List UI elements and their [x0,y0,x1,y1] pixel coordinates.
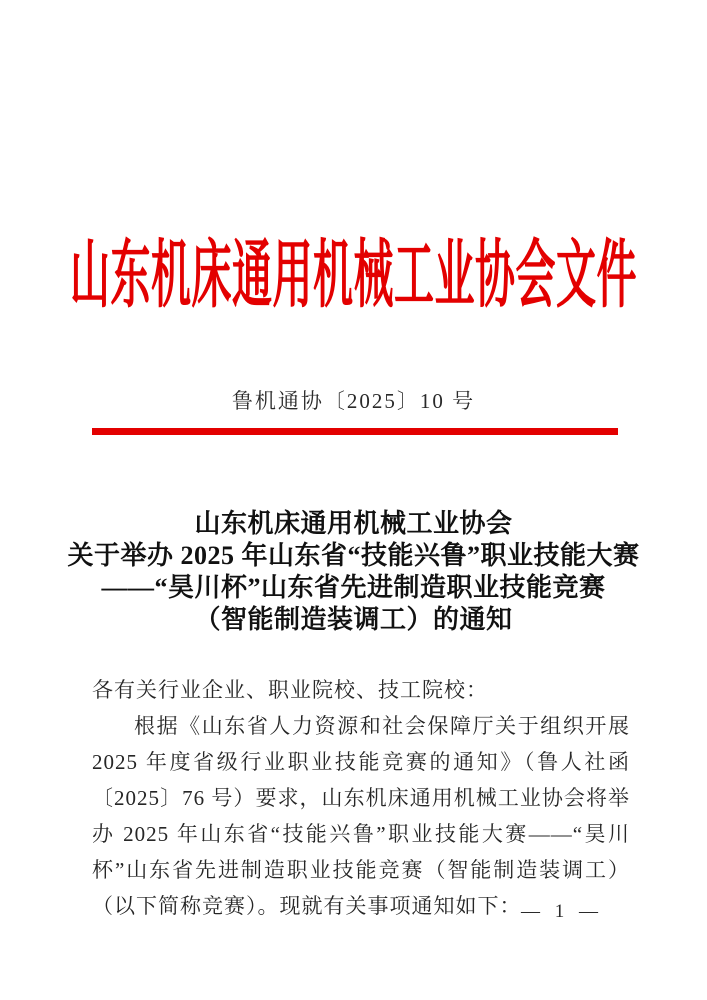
salutation-line: 各有关行业企业、职业院校、技工院校： [92,678,488,702]
document-number: 鲁机通协〔2025〕10 号 [231,389,476,413]
notice-title-line-1: 山东机床通用机械工业协会 [194,509,513,538]
notice-title-line-3: ——“昊川杯”山东省先进制造职业技能竞赛 [101,573,606,602]
notice-title-line-2: 关于举办 2025 年山东省“技能兴鲁”职业技能大赛 [67,541,640,570]
body-text-block [92,672,630,924]
letterhead-banner [0,233,707,317]
letterhead-title: 山东机床通用机械工业协会文件 [70,233,637,317]
red-divider-rule [92,428,618,435]
body-paragraph: 根据《山东省人力资源和社会保障厅关于组织开展 2025 年度省级行业职业技能竞赛的通知》（鲁人社函〔2025〕76 号）要求，山东机床通用机械工业协会将举办 2025 年山东省“技能兴鲁”职业技能大赛——“昊川杯”山东省先进制造职业技能竞赛（智能制造装调工）（以下简称竞赛）。现就有关事项通知如下： [92,714,630,918]
page-number: — 1 — [521,901,603,922]
notice-title [30,508,677,636]
notice-title-line-4: （智能制造装调工）的通知 [194,605,513,634]
